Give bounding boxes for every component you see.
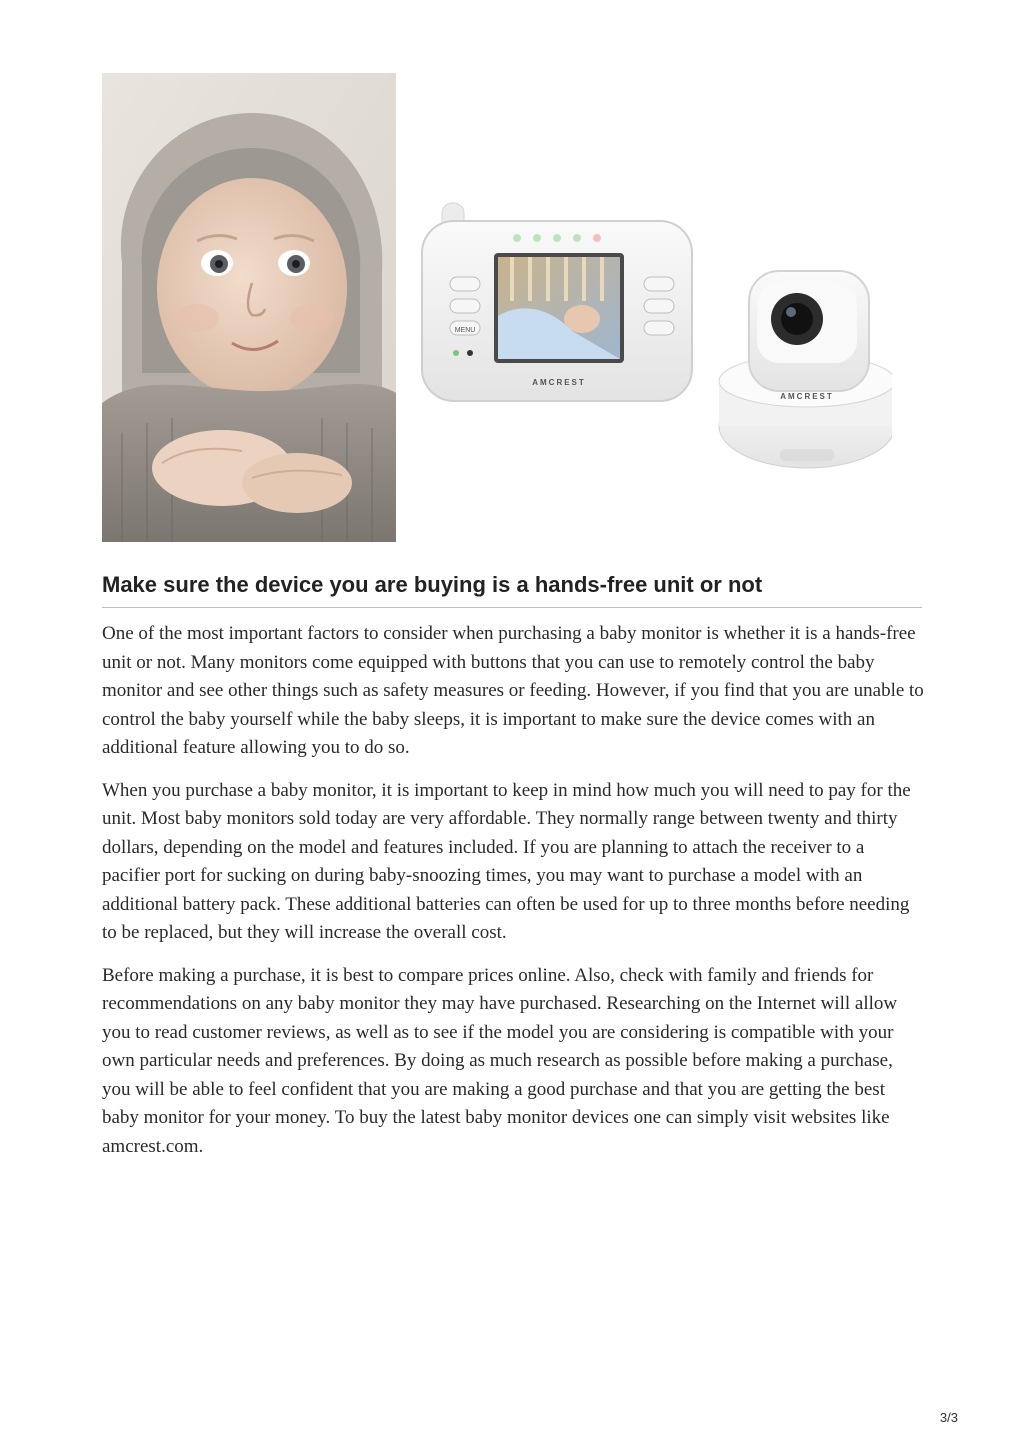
page-number: 3/3 [939, 1410, 958, 1425]
paragraph: One of the most important factors to consider when purchasing a baby monitor is whether it is a hands-free unit or not. Many monitors come equipped with buttons that you can use to remotely control the baby monitor and see other things such as safety measures or feeding. However, if you find that you are unable to control the baby yourself while the baby sleeps, it is important to make sure the device comes with an additional feature allowing you to do so. [102, 623, 924, 758]
monitor-illustration [412, 191, 892, 491]
camera-brand-label: AMCREST [780, 392, 834, 401]
monitor-brand-label: AMCREST [532, 378, 586, 387]
paragraph: Before making a purchase, it is best to compare prices online. Also, check with family and friends for recommendations on any baby monitor they may have purchased. Researching on the Internet will allow you to read customer reviews, as well as to see if the model you are considering is compatible with your own particular needs and preferences. By doing as much research as possible before making a purchase, you will be able to feel confident that you are making a good purchase and that you are getting the best baby monitor for your money. To buy the latest baby monitor devices one can simply visit websites like amcrest.com. [102, 964, 898, 1157]
section-heading: Make sure the device you are buying is a hands-free unit or not [102, 572, 763, 597]
monitor-photo [412, 191, 892, 491]
baby-illustration [102, 73, 396, 542]
article-body [102, 620, 924, 1175]
baby-photo [102, 73, 396, 542]
paragraph: When you purchase a baby monitor, it is important to keep in mind how much you will need to pay for the unit. Most baby monitors sold today are very affordable. They normally range between twenty and thirty dollars, depending on the model and features included. If you are planning to attach the receiver to a pacifier port for sucking on during baby-snoozing times, you may want to purchase a model with an additional battery pack. These additional batteries can often be used for up to three months before needing to be replaced, but they will increase the overall cost. [102, 779, 911, 943]
monitor-menu-label: MENU [454, 327, 476, 334]
heading-divider [102, 607, 922, 608]
hero-figure [102, 73, 892, 542]
